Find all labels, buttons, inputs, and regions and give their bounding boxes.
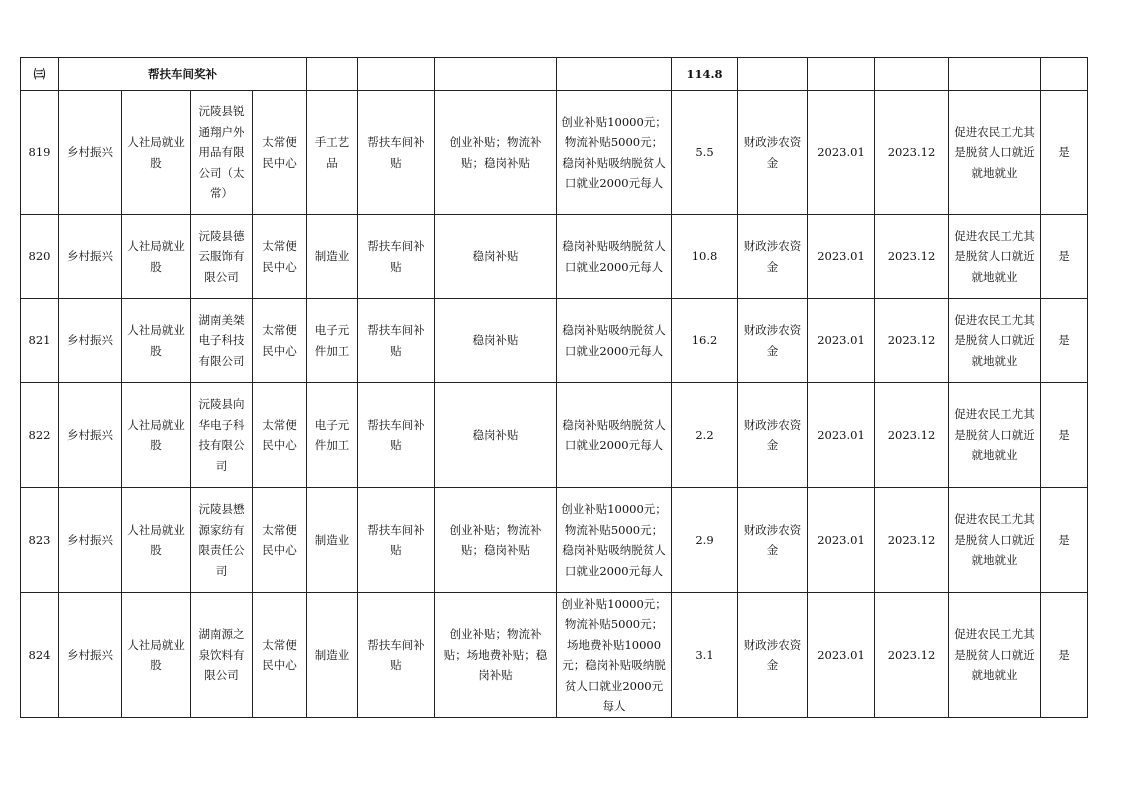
row-number: 822 (21, 383, 59, 488)
flag-cell: 是 (1041, 488, 1088, 593)
table-row (21, 91, 1088, 215)
department-cell: 人社局就业股 (122, 299, 191, 383)
flag-cell: 是 (1041, 299, 1088, 383)
company-cell: 湖南源之泉饮料有限公司 (191, 593, 253, 718)
end-date-cell: 2023.12 (875, 593, 949, 718)
goal-cell: 促进农民工尤其是脱贫人口就近就地就业 (949, 383, 1041, 488)
start-date-cell: 2023.01 (808, 488, 875, 593)
table-row (21, 593, 1088, 718)
end-date-cell: 2023.12 (875, 299, 949, 383)
department-cell: 人社局就业股 (122, 215, 191, 299)
amount-cell: 2.9 (672, 488, 738, 593)
goal-cell: 促进农民工尤其是脱贫人口就近就地就业 (949, 215, 1041, 299)
goal-cell: 促进农民工尤其是脱贫人口就近就地就业 (949, 593, 1041, 718)
amount-cell: 16.2 (672, 299, 738, 383)
table-row (21, 488, 1088, 593)
amount-cell: 10.8 (672, 215, 738, 299)
section-header-row (21, 58, 1088, 91)
subsidy-type-cell: 稳岗补贴 (435, 215, 557, 299)
location-cell: 太常便民中心 (253, 488, 307, 593)
section-index: ㈢ (21, 58, 59, 91)
flag-cell: 是 (1041, 91, 1088, 215)
project-cell: 帮扶车间补贴 (358, 215, 435, 299)
table-row (21, 215, 1088, 299)
category-cell: 乡村振兴 (59, 488, 122, 593)
company-cell: 沅陵县向华电子科技有限公司 (191, 383, 253, 488)
empty-cell (875, 58, 949, 91)
table-row (21, 383, 1088, 488)
company-cell: 湖南美桀电子科技有限公司 (191, 299, 253, 383)
standard-cell: 稳岗补贴吸纳脱贫人口就业2000元每人 (557, 383, 672, 488)
end-date-cell: 2023.12 (875, 488, 949, 593)
category-cell: 乡村振兴 (59, 593, 122, 718)
section-title: 帮扶车间奖补 (59, 58, 307, 91)
project-cell: 帮扶车间补贴 (358, 91, 435, 215)
category-cell: 乡村振兴 (59, 215, 122, 299)
location-cell: 太常便民中心 (253, 299, 307, 383)
industry-cell: 电子元件加工 (307, 299, 358, 383)
flag-cell: 是 (1041, 215, 1088, 299)
company-cell: 沅陵县懋源家纺有限责任公司 (191, 488, 253, 593)
amount-cell: 2.2 (672, 383, 738, 488)
category-cell: 乡村振兴 (59, 383, 122, 488)
empty-cell (949, 58, 1041, 91)
department-cell: 人社局就业股 (122, 383, 191, 488)
goal-cell: 促进农民工尤其是脱贫人口就近就地就业 (949, 299, 1041, 383)
amount-cell: 3.1 (672, 593, 738, 718)
industry-cell: 制造业 (307, 488, 358, 593)
project-cell: 帮扶车间补贴 (358, 383, 435, 488)
project-cell: 帮扶车间补贴 (358, 488, 435, 593)
department-cell: 人社局就业股 (122, 91, 191, 215)
department-cell: 人社局就业股 (122, 593, 191, 718)
location-cell: 太常便民中心 (253, 593, 307, 718)
row-number: 820 (21, 215, 59, 299)
subsidy-table (20, 57, 1088, 718)
category-cell: 乡村振兴 (59, 91, 122, 215)
industry-cell: 制造业 (307, 593, 358, 718)
fund-source-cell: 财政涉农资金 (738, 593, 808, 718)
company-cell: 沅陵县锐通翔户外用品有限公司（太常） (191, 91, 253, 215)
empty-cell (435, 58, 557, 91)
subsidy-type-cell: 创业补贴；物流补贴；稳岗补贴 (435, 91, 557, 215)
empty-cell (808, 58, 875, 91)
fund-source-cell: 财政涉农资金 (738, 299, 808, 383)
industry-cell: 电子元件加工 (307, 383, 358, 488)
start-date-cell: 2023.01 (808, 593, 875, 718)
start-date-cell: 2023.01 (808, 299, 875, 383)
standard-cell: 创业补贴10000元；物流补贴5000元；场地费补贴10000元；稳岗补贴吸纳脱贫人口就业2000元每人 (557, 593, 672, 718)
empty-cell (358, 58, 435, 91)
location-cell: 太常便民中心 (253, 383, 307, 488)
empty-cell (1041, 58, 1088, 91)
table-row (21, 299, 1088, 383)
goal-cell: 促进农民工尤其是脱贫人口就近就地就业 (949, 91, 1041, 215)
fund-source-cell: 财政涉农资金 (738, 488, 808, 593)
fund-source-cell: 财政涉农资金 (738, 383, 808, 488)
empty-cell (307, 58, 358, 91)
end-date-cell: 2023.12 (875, 91, 949, 215)
project-cell: 帮扶车间补贴 (358, 299, 435, 383)
row-number: 821 (21, 299, 59, 383)
start-date-cell: 2023.01 (808, 91, 875, 215)
standard-cell: 创业补贴10000元；物流补贴5000元；稳岗补贴吸纳脱贫人口就业2000元每人 (557, 488, 672, 593)
fund-source-cell: 财政涉农资金 (738, 91, 808, 215)
goal-cell: 促进农民工尤其是脱贫人口就近就地就业 (949, 488, 1041, 593)
start-date-cell: 2023.01 (808, 215, 875, 299)
section-total: 114.8 (672, 58, 738, 91)
flag-cell: 是 (1041, 593, 1088, 718)
subsidy-type-cell: 创业补贴；物流补贴；场地费补贴；稳岗补贴 (435, 593, 557, 718)
standard-cell: 创业补贴10000元；物流补贴5000元；稳岗补贴吸纳脱贫人口就业2000元每人 (557, 91, 672, 215)
end-date-cell: 2023.12 (875, 383, 949, 488)
standard-cell: 稳岗补贴吸纳脱贫人口就业2000元每人 (557, 299, 672, 383)
project-cell: 帮扶车间补贴 (358, 593, 435, 718)
empty-cell (557, 58, 672, 91)
location-cell: 太常便民中心 (253, 215, 307, 299)
subsidy-type-cell: 创业补贴；物流补贴；稳岗补贴 (435, 488, 557, 593)
row-number: 824 (21, 593, 59, 718)
company-cell: 沅陵县德云服饰有限公司 (191, 215, 253, 299)
row-number: 823 (21, 488, 59, 593)
amount-cell: 5.5 (672, 91, 738, 215)
start-date-cell: 2023.01 (808, 383, 875, 488)
fund-source-cell: 财政涉农资金 (738, 215, 808, 299)
standard-cell: 稳岗补贴吸纳脱贫人口就业2000元每人 (557, 215, 672, 299)
industry-cell: 制造业 (307, 215, 358, 299)
end-date-cell: 2023.12 (875, 215, 949, 299)
subsidy-type-cell: 稳岗补贴 (435, 299, 557, 383)
location-cell: 太常便民中心 (253, 91, 307, 215)
department-cell: 人社局就业股 (122, 488, 191, 593)
empty-cell (738, 58, 808, 91)
category-cell: 乡村振兴 (59, 299, 122, 383)
row-number: 819 (21, 91, 59, 215)
subsidy-type-cell: 稳岗补贴 (435, 383, 557, 488)
industry-cell: 手工艺品 (307, 91, 358, 215)
flag-cell: 是 (1041, 383, 1088, 488)
